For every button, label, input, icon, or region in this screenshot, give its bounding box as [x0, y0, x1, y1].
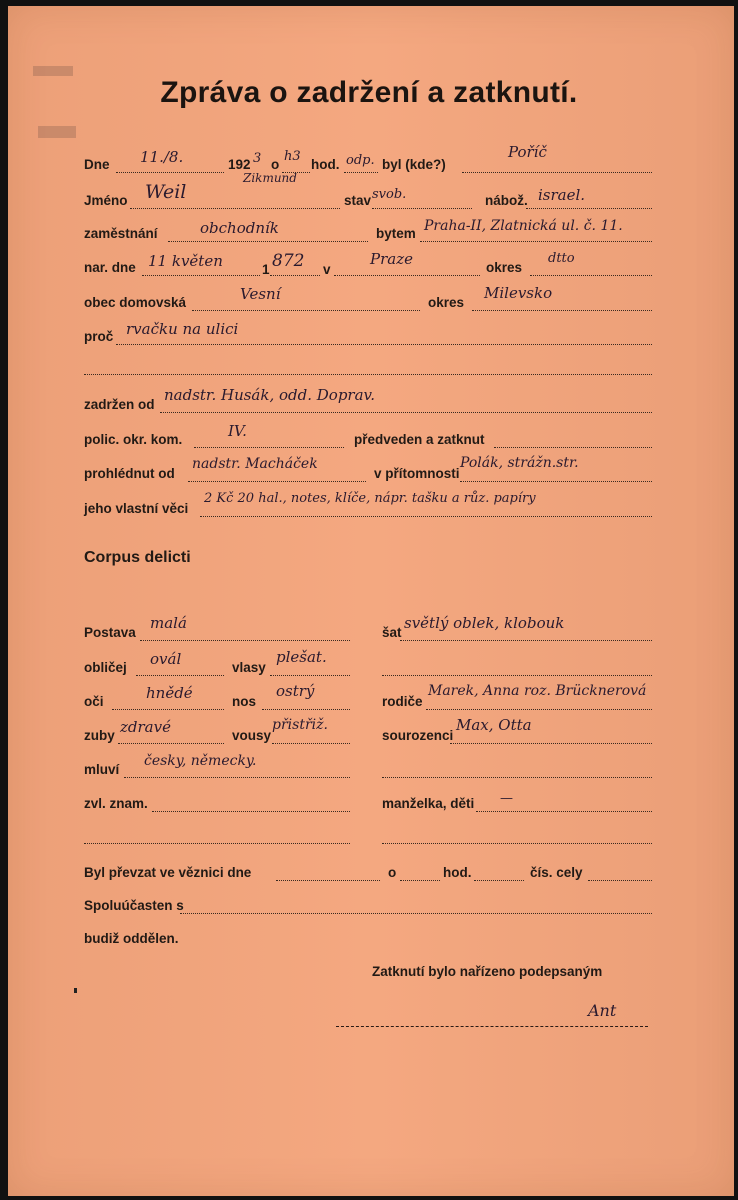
field-line-siblings [450, 743, 652, 744]
field-line-right-1 [382, 675, 652, 676]
label-sourozenci: sourozenci [382, 728, 454, 743]
label-corpus-delicti: Corpus delicti [84, 549, 191, 566]
label-jeho-veci: jeho vlastní věci [84, 501, 189, 516]
label-manzelka: manželka, děti [382, 796, 475, 811]
signature-line [336, 1026, 648, 1027]
field-line-prison-hour [400, 880, 440, 881]
label-jmeno: Jméno [84, 193, 128, 208]
field-line-presence [460, 481, 652, 482]
value-face: ovál [150, 650, 182, 668]
field-line-hod [344, 172, 378, 173]
label-v-pritomnosti: v přítomnosti [374, 466, 460, 481]
field-line-religion [526, 208, 652, 209]
field-line-beard [272, 743, 350, 744]
label-cis-cely: čís. cely [530, 865, 583, 880]
label-spoluucasten: Spoluúčasten s [84, 898, 184, 913]
field-line-home-town [192, 310, 420, 311]
value-home-town: Vesní [240, 285, 281, 303]
field-line-spouse [476, 811, 652, 812]
label-proc: proč [84, 329, 114, 344]
value-reason: rvačku na ulici [126, 320, 239, 338]
value-given-name: Zikmund [243, 171, 297, 185]
value-parents: Marek, Anna roz. Brücknerová [428, 683, 647, 699]
field-line-right-2 [382, 777, 652, 778]
label-postava: Postava [84, 625, 136, 640]
field-line-prison-date [276, 880, 380, 881]
ink-dot [74, 988, 77, 993]
label-sat: šat [382, 625, 402, 640]
field-line-clothes [400, 640, 652, 641]
field-line-birth-date [142, 275, 260, 276]
value-birth-district: dtto [548, 251, 575, 266]
label-budiz: budiž oddělen. [84, 931, 179, 946]
field-line-marks [152, 811, 350, 812]
label-okres-1: okres [486, 260, 523, 275]
field-line-where [462, 172, 652, 173]
value-year-digit: 3 [253, 151, 262, 166]
value-detained-by: nadstr. Husák, odd. Doprav. [164, 386, 376, 404]
value-where: Poříč [508, 143, 547, 161]
value-spouse: — [500, 791, 513, 806]
label-o-2: o [388, 865, 397, 880]
field-line-birth-district [530, 275, 652, 276]
label-prohlednut-od: prohlédnut od [84, 466, 175, 481]
value-hour: h3 [284, 149, 301, 164]
value-surname: Weil [145, 181, 187, 203]
value-presence: Polák, strážn.str. [460, 455, 579, 471]
field-line-commissariat [194, 447, 344, 448]
value-status: svob. [372, 187, 407, 202]
field-line-status [372, 208, 472, 209]
field-line-presented [494, 447, 652, 448]
field-line-hair [270, 675, 350, 676]
value-build: malá [150, 614, 187, 632]
field-line-accomplice [180, 913, 652, 914]
form-title: Zpráva o zadržení a zatknutí. [160, 76, 578, 109]
label-prevzat: Byl převzat ve věznici dne [84, 865, 252, 880]
field-line-cell [588, 880, 652, 881]
label-okres-2: okres [428, 295, 465, 310]
field-line-detained-by [160, 412, 652, 413]
value-residence: Praha-II, Zlatnická ul. č. 11. [424, 218, 623, 234]
field-line-build [140, 640, 350, 641]
value-speaks: česky, německy. [144, 753, 257, 769]
label-zvl-znam: zvl. znam. [84, 796, 148, 811]
value-inspected-by: nadstr. Macháček [192, 456, 318, 472]
label-rodice: rodiče [382, 694, 423, 709]
value-eyes: hnědé [146, 684, 193, 702]
label-hod-2: hod. [443, 865, 472, 880]
field-line-face [136, 675, 224, 676]
value-birth-date: 11 květen [148, 252, 223, 270]
field-line-home-district [472, 310, 652, 311]
label-zadrzen-od: zadržen od [84, 397, 155, 412]
field-line-date [116, 172, 224, 173]
label-zamestnani: zaměstnání [84, 226, 158, 241]
label-oblicej: obličej [84, 660, 127, 675]
field-line-nose [262, 709, 350, 710]
value-occupation: obchodník [200, 219, 279, 237]
label-predveden: předveden a zatknut [354, 432, 485, 447]
label-v: v [323, 262, 331, 277]
value-teeth: zdravé [120, 718, 171, 736]
field-line-parents [426, 709, 652, 710]
value-birth-year: 872 [272, 251, 305, 271]
label-obec-domovska: obec domovská [84, 295, 187, 310]
field-line-prison-hod [474, 880, 524, 881]
value-nose: ostrý [276, 682, 315, 700]
label-polic-okr-kom: polic. okr. kom. [84, 432, 183, 447]
field-line-teeth [118, 743, 224, 744]
label-bytem: bytem [376, 226, 416, 241]
label-vlasy: vlasy [232, 660, 266, 675]
value-signature: Ant [588, 1001, 617, 1020]
label-year-prefix: 192 [228, 157, 251, 172]
field-line-residence [420, 241, 652, 242]
label-narizeno: Zatknutí bylo nařízeno podepsaným [372, 964, 603, 979]
label-naboz: nábož. [485, 193, 528, 208]
value-commissariat: IV. [228, 422, 247, 440]
value-hair: plešat. [276, 648, 327, 666]
label-byl-kde: byl (kde?) [382, 157, 446, 172]
field-line-marks-2 [84, 843, 350, 844]
label-stav: stav [344, 193, 372, 208]
label-nos: nos [232, 694, 257, 709]
value-hod-suffix: odp. [346, 153, 375, 168]
value-birth-place: Praze [370, 250, 413, 268]
field-line-inspected-by [188, 481, 366, 482]
value-date: 11./8. [140, 148, 184, 166]
label-nar-dne: nar. dne [84, 260, 136, 275]
value-siblings: Max, Otta [456, 716, 532, 734]
form-paper [8, 6, 734, 1196]
label-o: o [271, 157, 280, 172]
label-mluvi: mluví [84, 762, 120, 777]
label-oci: oči [84, 694, 104, 709]
field-line-birth-place [334, 275, 480, 276]
field-line-birth-year [270, 275, 320, 276]
label-dne: Dne [84, 157, 110, 172]
label-zuby: zuby [84, 728, 115, 743]
field-line-name [130, 208, 340, 209]
field-line-reason-2 [84, 374, 652, 375]
field-line-reason [116, 344, 652, 345]
field-line-occupation [168, 241, 368, 242]
label-vousy: vousy [232, 728, 272, 743]
label-year-short: 1 [262, 262, 270, 277]
field-line-right-3 [382, 843, 652, 844]
label-hod: hod. [311, 157, 340, 172]
value-beard: přistřiž. [272, 717, 328, 733]
value-clothes: světlý oblek, klobouk [404, 614, 565, 632]
field-line-belongings [200, 516, 652, 517]
value-religion: israel. [538, 186, 586, 204]
value-home-district: Milevsko [484, 284, 553, 302]
value-belongings: 2 Kč 20 hal., notes, klíče, nápr. tašku a růz. papíry [204, 491, 536, 506]
field-line-speaks [124, 777, 350, 778]
field-line-eyes [112, 709, 224, 710]
